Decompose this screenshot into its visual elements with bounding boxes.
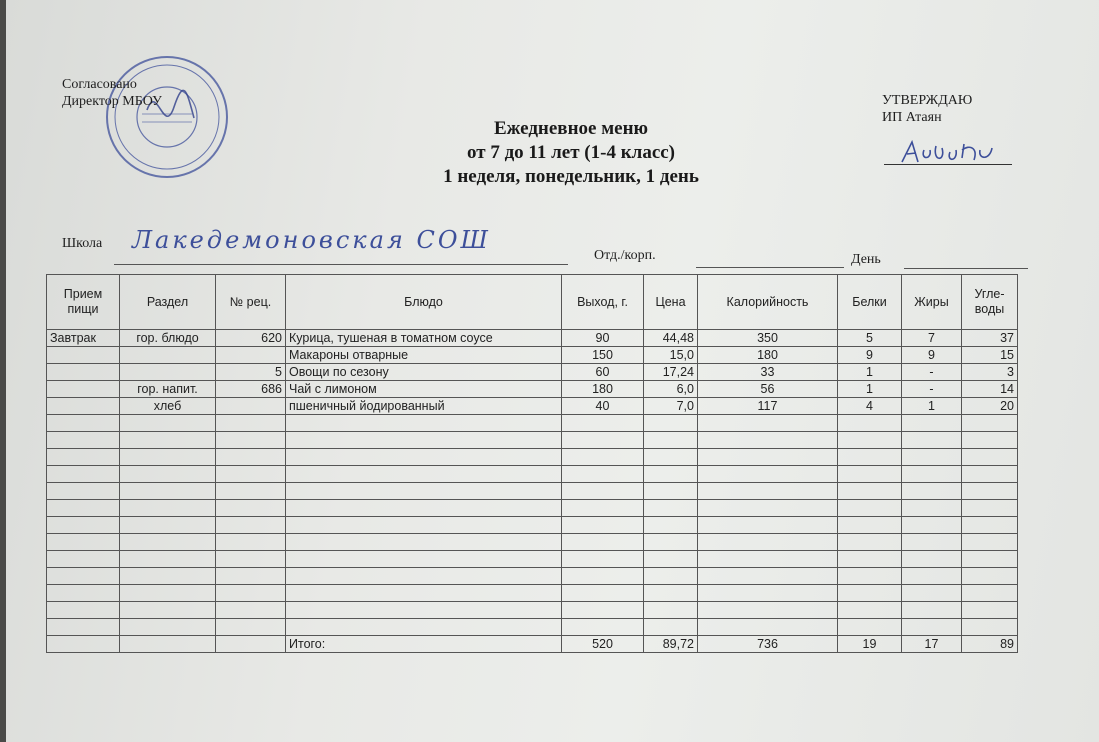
cell-section: [120, 347, 216, 364]
cell-fat: [902, 585, 962, 602]
total-fat: 17: [902, 636, 962, 653]
cell-recipe: [216, 432, 286, 449]
cell-protein: [838, 568, 902, 585]
total-protein: 19: [838, 636, 902, 653]
cell-carbs: [962, 415, 1018, 432]
cell-price: 7,0: [644, 398, 698, 415]
cell-fat: 1: [902, 398, 962, 415]
cell-kcal: 33: [698, 364, 838, 381]
cell-protein: 4: [838, 398, 902, 415]
cell-section: [120, 483, 216, 500]
cell-fat: [902, 534, 962, 551]
page-title: [356, 117, 786, 189]
school-label: Школа: [62, 236, 103, 251]
menu-table: [46, 274, 1018, 653]
cell-fat: [902, 517, 962, 534]
cell-dish: Макароны отварные: [286, 347, 562, 364]
department-label: Отд./корп.: [594, 248, 656, 263]
cell-recipe: 5: [216, 364, 286, 381]
cell-dish: [286, 602, 562, 619]
cell-meal: [47, 585, 120, 602]
cell-protein: 1: [838, 381, 902, 398]
cell-dish: [286, 500, 562, 517]
cell-dish: [286, 551, 562, 568]
cell-dish: пшеничный йодированный: [286, 398, 562, 415]
column-header: Выход, г.: [562, 275, 644, 330]
cell-price: 15,0: [644, 347, 698, 364]
title-line-3: 1 неделя, понедельник, 1 день: [443, 166, 699, 187]
agreed-label: Согласовано: [62, 77, 137, 92]
total-yield: 520: [562, 636, 644, 653]
cell-yield: 180: [562, 381, 644, 398]
cell-price: [644, 568, 698, 585]
cell-section: [120, 466, 216, 483]
empty-row: [47, 483, 1018, 500]
cell-yield: [562, 585, 644, 602]
school-name: Лакедемоновская СОШ: [132, 226, 491, 254]
cell-price: [644, 602, 698, 619]
cell-meal: [47, 568, 120, 585]
cell-carbs: [962, 466, 1018, 483]
cell-section: [120, 551, 216, 568]
cell-fat: -: [902, 364, 962, 381]
cell-price: [644, 466, 698, 483]
cell-recipe: [216, 483, 286, 500]
cell-protein: [838, 432, 902, 449]
cell-fat: 9: [902, 347, 962, 364]
approve-label: УТВЕРЖДАЮ: [882, 93, 973, 108]
cell-yield: [562, 551, 644, 568]
cell-yield: 60: [562, 364, 644, 381]
cell-fat: [902, 449, 962, 466]
cell-yield: [562, 602, 644, 619]
cell-section: [120, 534, 216, 551]
cell-dish: [286, 534, 562, 551]
empty-row: [47, 534, 1018, 551]
cell-carbs: [962, 568, 1018, 585]
title-line-2: от 7 до 11 лет (1-4 класс): [466, 142, 676, 163]
cell-kcal: [698, 415, 838, 432]
cell-dish: [286, 483, 562, 500]
cell-dish: [286, 568, 562, 585]
cell-carbs: [962, 534, 1018, 551]
cell-fat: [902, 551, 962, 568]
cell-carbs: 3: [962, 364, 1018, 381]
day-line: [904, 268, 1028, 269]
column-header: Калорийность: [698, 275, 838, 330]
cell-recipe: [216, 347, 286, 364]
cell-carbs: 14: [962, 381, 1018, 398]
cell-yield: [562, 432, 644, 449]
cell-recipe: [216, 619, 286, 636]
cell-protein: [838, 602, 902, 619]
school-underline: [114, 264, 568, 265]
cell-price: [644, 619, 698, 636]
cell-section: хлеб: [120, 398, 216, 415]
cell-fat: [902, 602, 962, 619]
cell-price: [644, 517, 698, 534]
cell-kcal: [698, 534, 838, 551]
cell-meal: [47, 534, 120, 551]
table-row: [47, 398, 1018, 415]
cell-carbs: [962, 551, 1018, 568]
cell-meal: [47, 432, 120, 449]
cell-price: [644, 551, 698, 568]
cell-section: [120, 364, 216, 381]
cell-dish: [286, 432, 562, 449]
cell-meal: [47, 381, 120, 398]
cell-yield: [562, 415, 644, 432]
cell-section: [120, 602, 216, 619]
total-price: 89,72: [644, 636, 698, 653]
cell-section: [120, 432, 216, 449]
cell-kcal: [698, 551, 838, 568]
cell-dish: [286, 585, 562, 602]
cell-dish: Овощи по сезону: [286, 364, 562, 381]
table-row: [47, 364, 1018, 381]
cell-kcal: 117: [698, 398, 838, 415]
cell-dish: [286, 449, 562, 466]
cell-protein: [838, 534, 902, 551]
cell-price: 17,24: [644, 364, 698, 381]
cell-fat: [902, 568, 962, 585]
cell-fat: [902, 432, 962, 449]
table-row: [47, 381, 1018, 398]
cell-price: [644, 449, 698, 466]
cell-protein: [838, 449, 902, 466]
cell-price: [644, 415, 698, 432]
cell-yield: [562, 568, 644, 585]
total-carbs: 89: [962, 636, 1018, 653]
cell-carbs: 37: [962, 330, 1018, 347]
cell-price: [644, 534, 698, 551]
table-body: [47, 330, 1018, 653]
column-header: Белки: [838, 275, 902, 330]
cell-carbs: [962, 602, 1018, 619]
cell-price: 44,48: [644, 330, 698, 347]
cell-yield: [562, 466, 644, 483]
cell-fat: -: [902, 381, 962, 398]
cell-yield: [562, 619, 644, 636]
empty-row: [47, 415, 1018, 432]
cell-fat: 7: [902, 330, 962, 347]
cell-yield: 150: [562, 347, 644, 364]
cell-section: [120, 415, 216, 432]
cell-protein: [838, 585, 902, 602]
cell-price: 6,0: [644, 381, 698, 398]
cell-yield: [562, 449, 644, 466]
approve-block: [882, 92, 972, 126]
cell-meal: [47, 500, 120, 517]
total-recipe: [216, 636, 286, 653]
cell-meal: [47, 364, 120, 381]
cell-meal: [47, 517, 120, 534]
cell-section: [120, 619, 216, 636]
cell-yield: [562, 500, 644, 517]
column-header: Раздел: [120, 275, 216, 330]
cell-kcal: [698, 619, 838, 636]
cell-recipe: [216, 568, 286, 585]
cell-kcal: [698, 466, 838, 483]
cell-kcal: [698, 500, 838, 517]
cell-price: [644, 483, 698, 500]
cell-kcal: [698, 483, 838, 500]
day-label: День: [851, 252, 881, 267]
cell-protein: 5: [838, 330, 902, 347]
cell-meal: [47, 449, 120, 466]
cell-meal: [47, 347, 120, 364]
table-row: [47, 347, 1018, 364]
empty-row: [47, 500, 1018, 517]
cell-kcal: [698, 602, 838, 619]
cell-recipe: [216, 585, 286, 602]
cell-kcal: [698, 585, 838, 602]
cell-dish: Чай с лимоном: [286, 381, 562, 398]
cell-kcal: [698, 517, 838, 534]
cell-recipe: [216, 602, 286, 619]
title-line-1: Ежедневное меню: [493, 118, 649, 139]
cell-price: [644, 432, 698, 449]
empty-row: [47, 585, 1018, 602]
total-kcal: 736: [698, 636, 838, 653]
cell-meal: [47, 483, 120, 500]
cell-protein: [838, 619, 902, 636]
cell-meal: Завтрак: [47, 330, 120, 347]
cell-fat: [902, 619, 962, 636]
cell-carbs: [962, 500, 1018, 517]
school-name-handwritten: [132, 226, 491, 254]
cell-kcal: [698, 568, 838, 585]
column-header: Прием пищи: [47, 275, 120, 330]
empty-row: [47, 432, 1018, 449]
table-row: [47, 330, 1018, 347]
column-header: Блюдо: [286, 275, 562, 330]
cell-section: [120, 500, 216, 517]
cell-kcal: [698, 432, 838, 449]
cell-protein: [838, 500, 902, 517]
cell-meal: [47, 551, 120, 568]
cell-section: [120, 568, 216, 585]
cell-yield: [562, 534, 644, 551]
cell-price: [644, 500, 698, 517]
cell-protein: [838, 483, 902, 500]
cell-fat: [902, 466, 962, 483]
cell-dish: Курица, тушеная в томатном соусе: [286, 330, 562, 347]
agreed-block: [62, 76, 162, 110]
cell-yield: [562, 517, 644, 534]
cell-protein: 1: [838, 364, 902, 381]
cell-yield: 90: [562, 330, 644, 347]
cell-carbs: [962, 449, 1018, 466]
cell-protein: 9: [838, 347, 902, 364]
cell-section: [120, 585, 216, 602]
cell-recipe: [216, 551, 286, 568]
approver-signature-line: [884, 164, 1012, 165]
cell-section: [120, 449, 216, 466]
total-dish: Итого:: [286, 636, 562, 653]
cell-recipe: [216, 500, 286, 517]
cell-protein: [838, 551, 902, 568]
cell-section: гор. напит.: [120, 381, 216, 398]
cell-carbs: [962, 432, 1018, 449]
cell-fat: [902, 415, 962, 432]
cell-dish: [286, 466, 562, 483]
cell-carbs: [962, 483, 1018, 500]
cell-meal: [47, 398, 120, 415]
cell-carbs: [962, 517, 1018, 534]
cell-recipe: 686: [216, 381, 286, 398]
cell-kcal: 350: [698, 330, 838, 347]
cell-protein: [838, 415, 902, 432]
cell-carbs: 20: [962, 398, 1018, 415]
total-section: [120, 636, 216, 653]
cell-recipe: [216, 534, 286, 551]
empty-row: [47, 619, 1018, 636]
cell-section: [120, 517, 216, 534]
empty-row: [47, 466, 1018, 483]
cell-recipe: [216, 466, 286, 483]
column-header: Жиры: [902, 275, 962, 330]
cell-protein: [838, 466, 902, 483]
cell-kcal: 56: [698, 381, 838, 398]
cell-recipe: 620: [216, 330, 286, 347]
empty-row: [47, 517, 1018, 534]
cell-dish: [286, 619, 562, 636]
official-seal-stamp: [102, 52, 232, 182]
cell-meal: [47, 466, 120, 483]
table-header-row: [47, 275, 1018, 330]
cell-protein: [838, 517, 902, 534]
cell-meal: [47, 602, 120, 619]
cell-dish: [286, 415, 562, 432]
cell-recipe: [216, 517, 286, 534]
cell-meal: [47, 619, 120, 636]
cell-kcal: 180: [698, 347, 838, 364]
empty-row: [47, 602, 1018, 619]
empty-row: [47, 568, 1018, 585]
column-header: Угле-воды: [962, 275, 1018, 330]
approver-name: ИП Атаян: [882, 110, 942, 125]
cell-recipe: [216, 398, 286, 415]
cell-recipe: [216, 449, 286, 466]
director-label: Директор МБОУ: [62, 94, 162, 109]
cell-meal: [47, 415, 120, 432]
empty-row: [47, 449, 1018, 466]
cell-carbs: [962, 619, 1018, 636]
total-row: [47, 636, 1018, 653]
total-meal: [47, 636, 120, 653]
cell-recipe: [216, 415, 286, 432]
document-page: [6, 0, 1099, 742]
cell-yield: 40: [562, 398, 644, 415]
column-header: Цена: [644, 275, 698, 330]
cell-yield: [562, 483, 644, 500]
cell-dish: [286, 517, 562, 534]
cell-fat: [902, 483, 962, 500]
cell-kcal: [698, 449, 838, 466]
cell-fat: [902, 500, 962, 517]
empty-row: [47, 551, 1018, 568]
cell-carbs: 15: [962, 347, 1018, 364]
cell-price: [644, 585, 698, 602]
column-header: № рец.: [216, 275, 286, 330]
cell-section: гор. блюдо: [120, 330, 216, 347]
department-line: [696, 267, 844, 268]
cell-carbs: [962, 585, 1018, 602]
